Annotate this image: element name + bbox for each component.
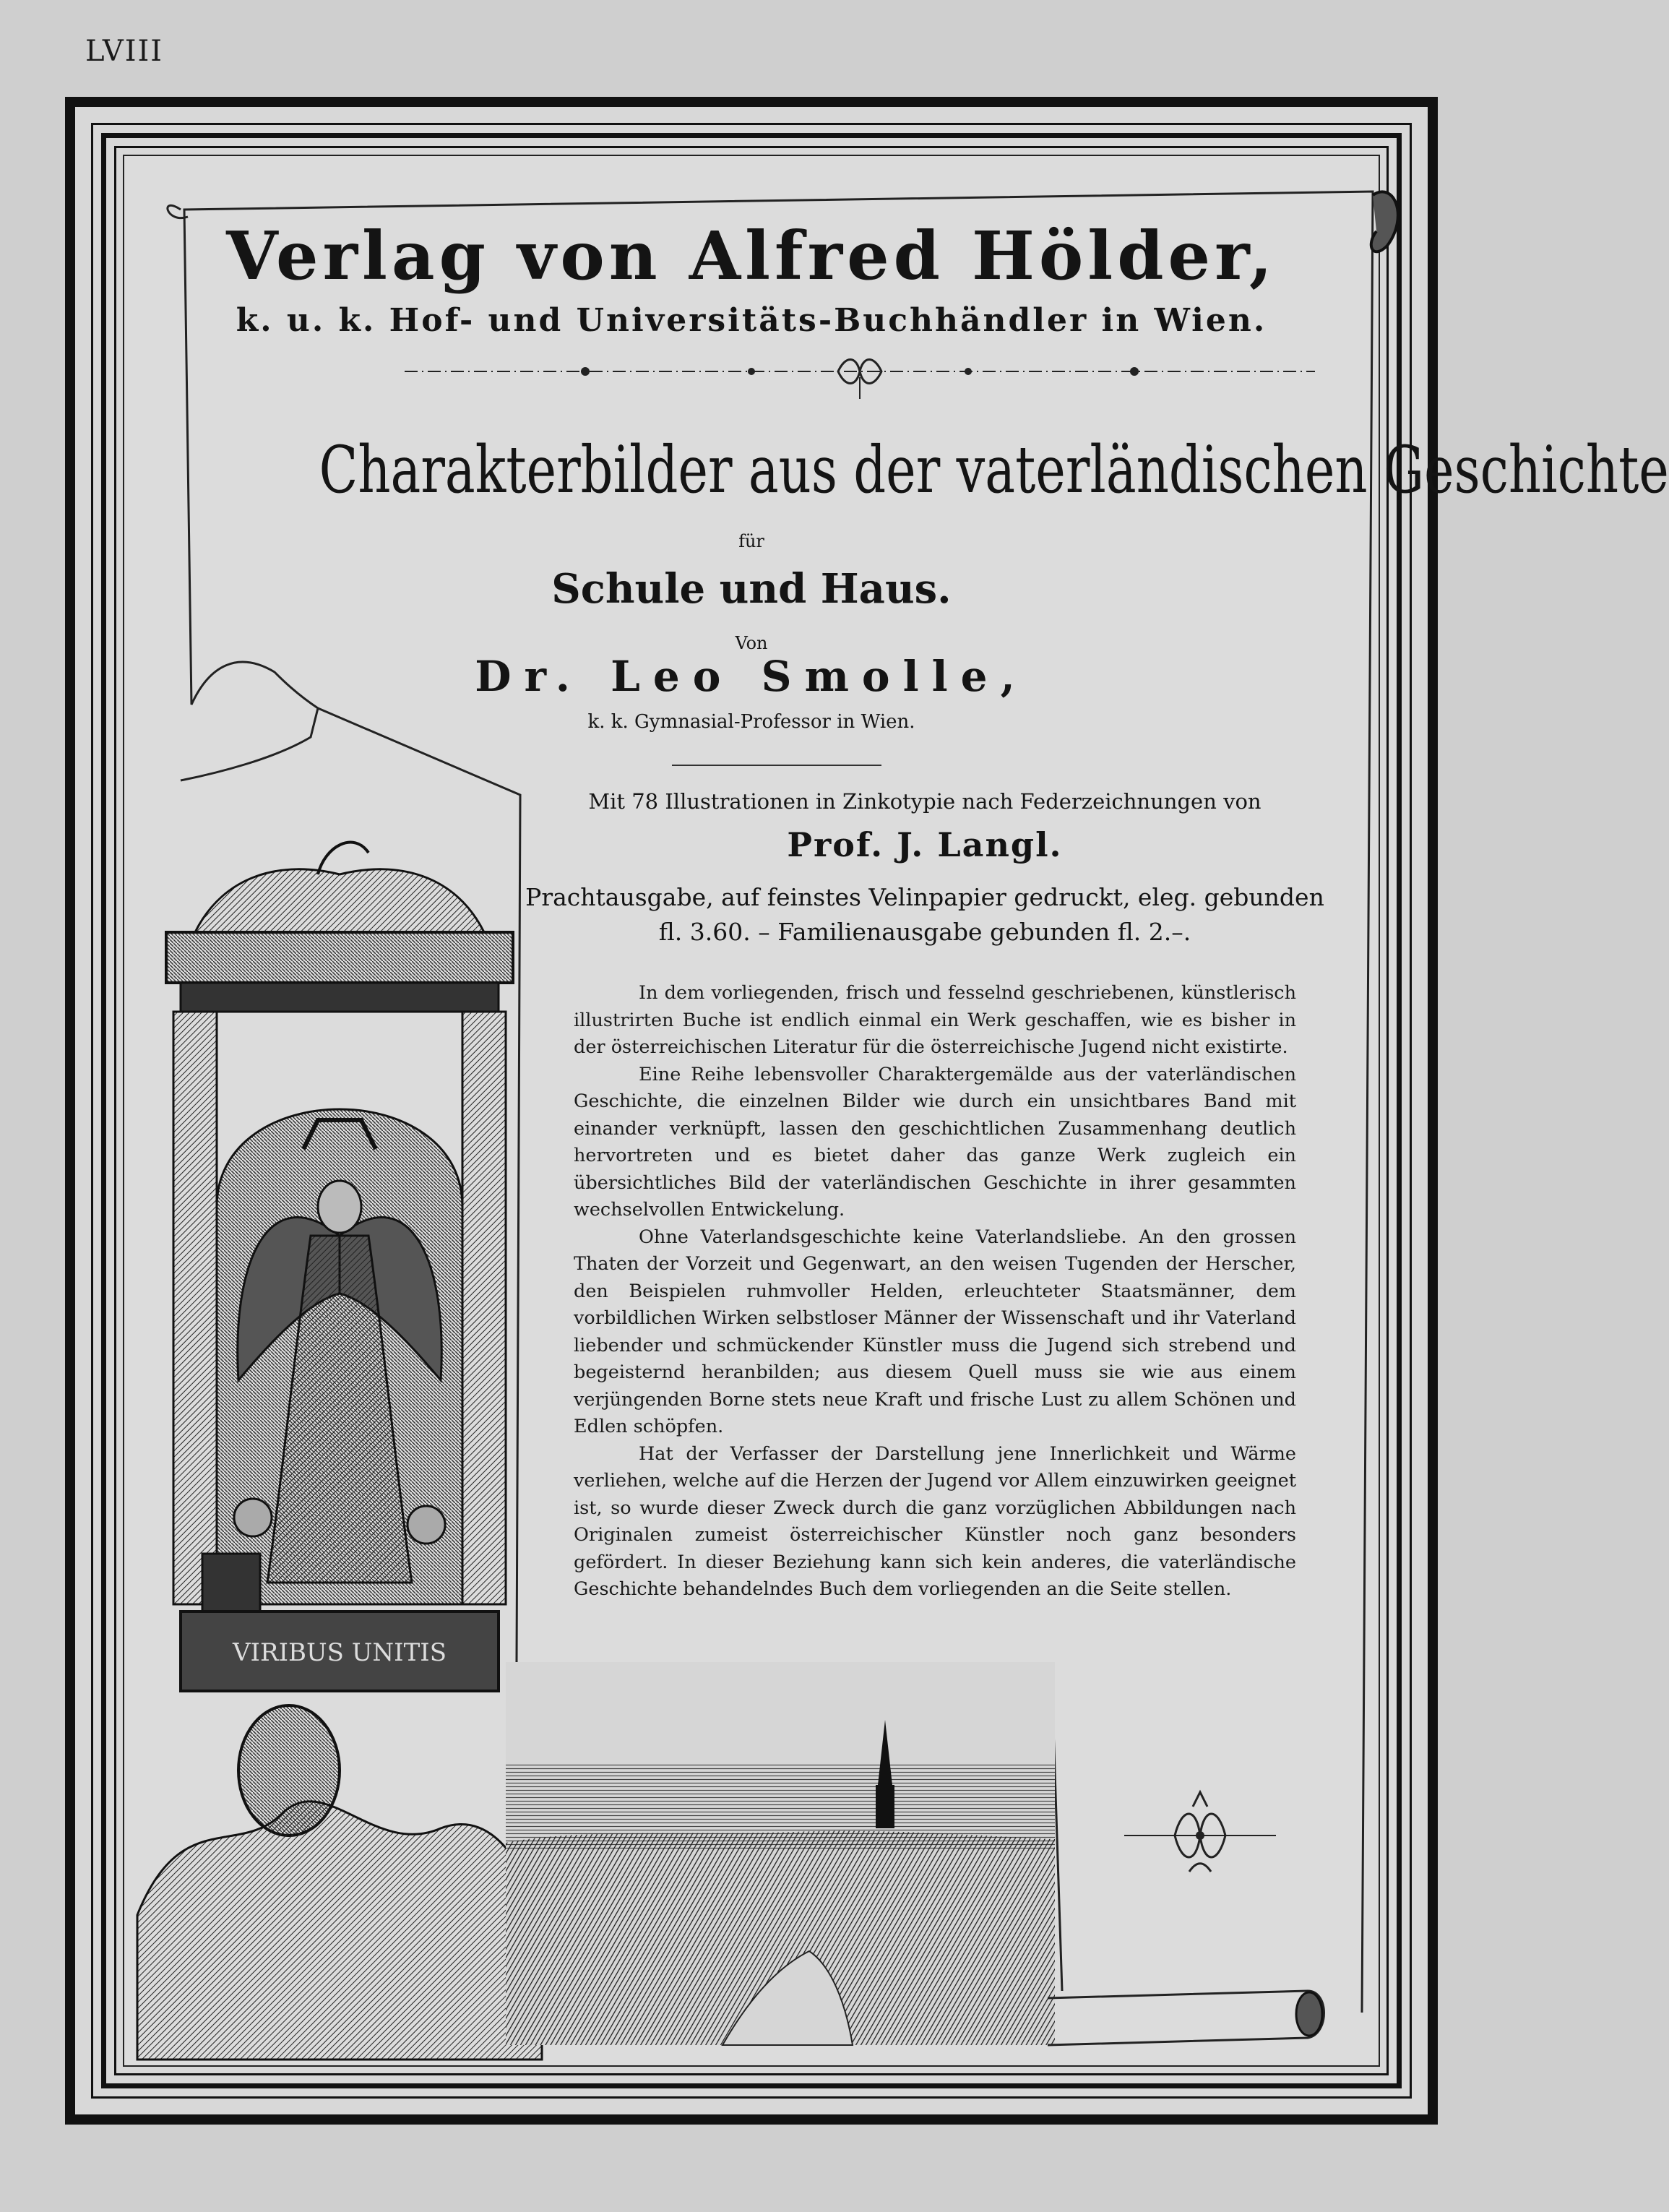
by-label: Von (735, 633, 768, 653)
illustrations-note: Mit 78 Illustrationen in Zinkotypie nach Federzeichnungen von (588, 789, 1262, 814)
page-number: LVIII (85, 35, 164, 68)
publisher-name: Verlag von Alfred Hölder, (226, 217, 1277, 295)
book-subject: Schule und Haus. (551, 565, 952, 613)
description-paragraph: In dem vorliegenden, frisch und fesselnd geschriebenen, künstlerisch illustrirten Buche ist endlich einmal ein Werk geschaffen, wie es bisher in der österreichischen Literatur für die österreichische Jugend nicht existirte. (574, 982, 1296, 1058)
author-name: Dr. Leo Smolle, (475, 652, 1028, 701)
floral-ornament-icon (1124, 1792, 1276, 1886)
divider-rule (672, 765, 881, 766)
edition-line-2: fl. 3.60. – Familienausgabe gebunden fl. 2.–. (658, 918, 1191, 946)
monument-engraving (137, 831, 542, 2060)
for-label: für (738, 531, 764, 551)
illustrator-name: Prof. J. Langl. (787, 825, 1063, 864)
author-title: k. k. Gymnasial-Professor in Wien. (587, 711, 915, 733)
description-paragraph: Hat der Verfasser der Darstellung jene Innerlichkeit und Wärme verliehen, welche auf die Herzen der Jugend vor Allem einzuwirken geeignet ist, so wurde dieser Zweck durch die ganz vorzüglichen Abbildungen nach Originalen zumeist österreichischer Künstler noch ganz besonders gefördert. In dieser Beziehung kann sich kein anderes, die vaterländische Geschichte behandelndes Buch dem vorliegenden an die Seite stellen. (574, 1442, 1296, 1600)
publisher-subtitle: k. u. k. Hof- und Universitäts-Buchhändler in Wien. (236, 302, 1267, 339)
edition-line-1: Prachtausgabe, auf feinstes Velinpapier gedruckt, eleg. gebunden (525, 883, 1324, 911)
scroll-end-icon (1040, 1969, 1329, 2049)
description-paragraph: Ohne Vaterlandsgeschichte keine Vaterlandsliebe. An den grossen Thaten der Vorzeit und Gegenwart, an den weisen Tugenden der Herscher, den Beispielen ruhmvoller Helden, erleuchteter Staatsmänner, dem vorbildlichen Wirken selbstloser Männer der Wissenschaft und ihr Vaterland liebender und schmückender Künstler muss die Jugend sich strebend und begeisternd heranbilden; aus diesem Quell muss sie wie aus einem verjüngenden Borne stets neue Kraft und frische Lust zu allem Schönen und Edlen schöpfen. (574, 1226, 1296, 1437)
motto-banner: VIRIBUS UNITIS (233, 1638, 447, 1667)
book-title: Charakterbilder aus der vaterländischen Geschichte (319, 432, 1669, 508)
landscape-engraving (506, 1662, 1055, 2045)
divider-ornament-icon (405, 356, 1315, 399)
description-paragraph: Eine Reihe lebensvoller Charaktergemälde aus der vaterländischen Geschichte, die einzelnen Bilder wie durch ein unsichtbares Band mit einander verknüpft, lassen den geschichtlichen Zusammenhang deutlich hervortreten und es bietet daher das ganze Werk zugleich ein übersichtliches Bild der vaterländischen Geschichte in ihrer gesammten wechselvollen Entwickelung. (574, 1063, 1296, 1221)
description-text (574, 980, 1296, 1604)
